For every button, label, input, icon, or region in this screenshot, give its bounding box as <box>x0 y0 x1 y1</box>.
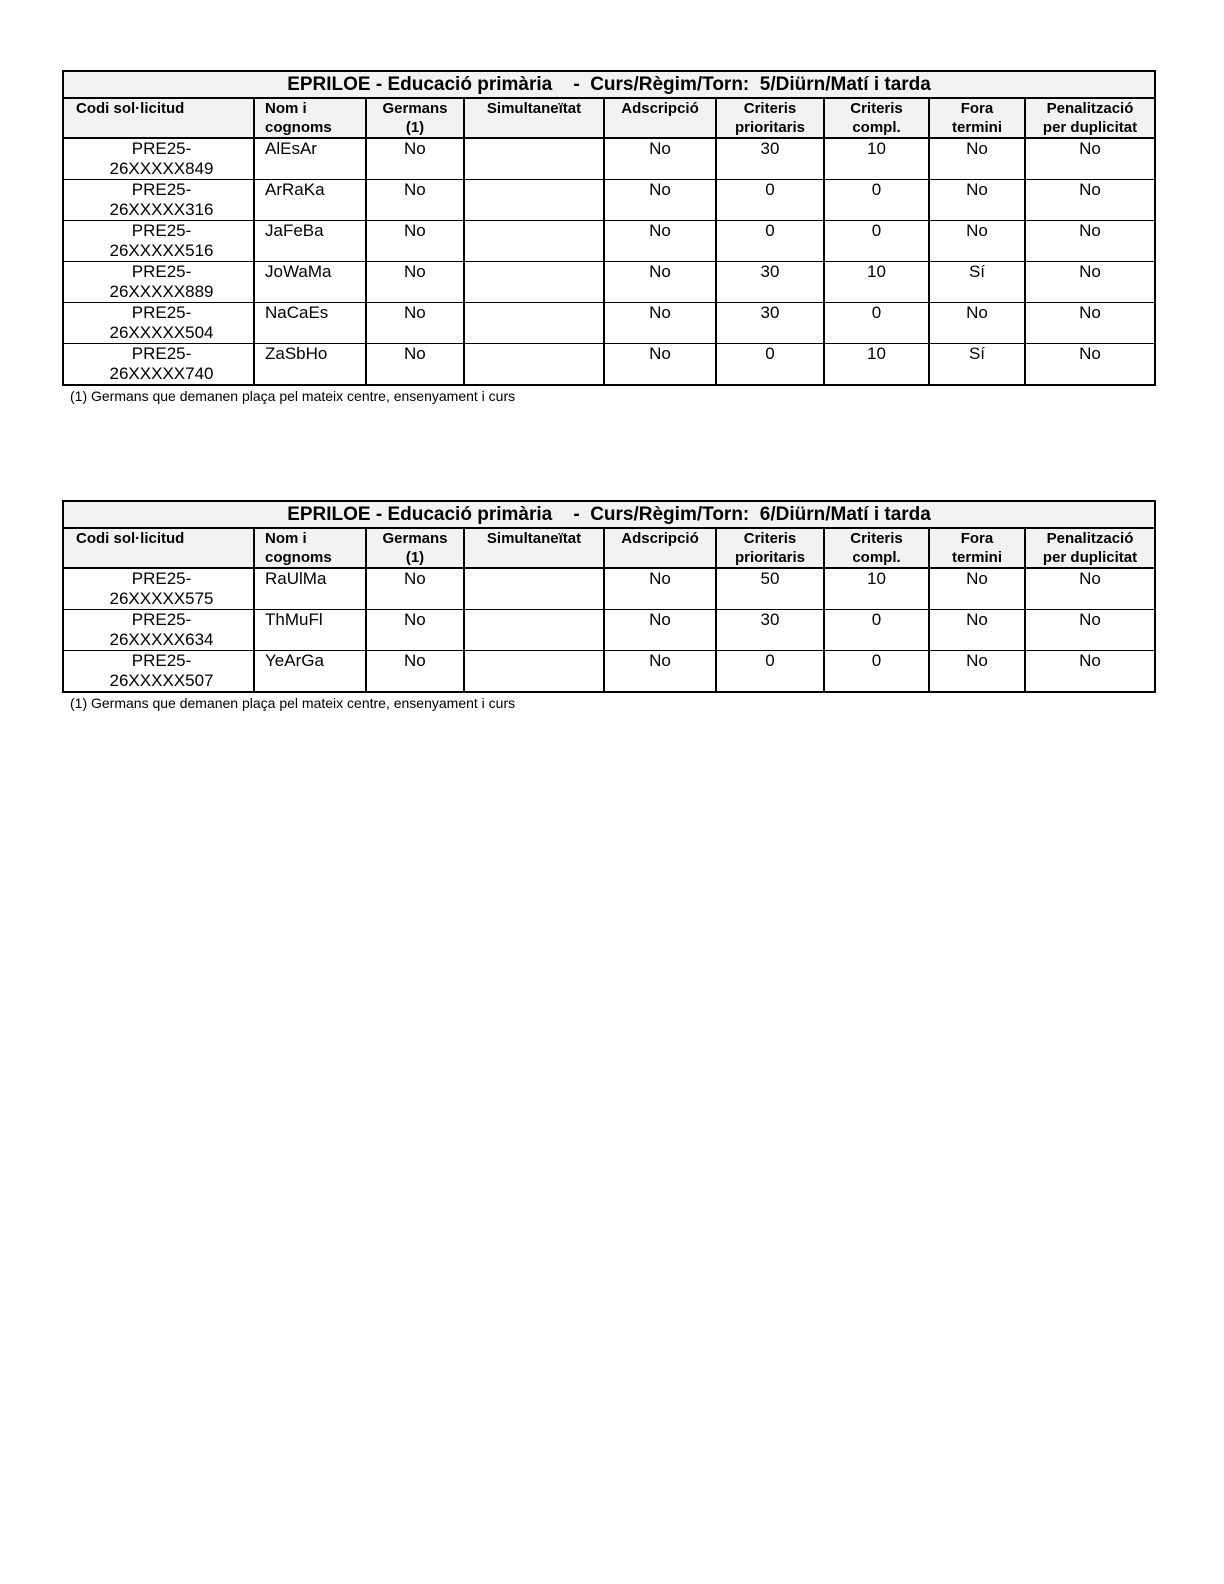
cell-germans: No <box>366 303 464 344</box>
cell-codi: PRE25- 26XXXXX316 <box>63 180 254 221</box>
cell-nom: JaFeBa <box>254 221 366 262</box>
cell-adscripcio: No <box>604 344 716 386</box>
col-header-germans: Germans (1) <box>366 98 464 138</box>
col-header-fora-termini: Fora termini <box>929 528 1025 568</box>
table-body <box>63 568 1155 692</box>
column-header-row <box>63 98 1155 138</box>
cell-fora-termini: No <box>929 610 1025 651</box>
col-header-adscripcio: Adscripció <box>604 98 716 138</box>
footnote: (1) Germans que demanen plaça pel mateix centre, ensenyament i curs <box>70 388 516 404</box>
cell-penalitzacio: No <box>1025 303 1155 344</box>
col-header-nom: Nom i cognoms <box>254 528 366 568</box>
table-row <box>63 651 1155 693</box>
cell-germans: No <box>366 180 464 221</box>
cell-codi: PRE25- 26XXXXX507 <box>63 651 254 693</box>
cell-penalitzacio: No <box>1025 651 1155 693</box>
cell-fora-termini: No <box>929 568 1025 610</box>
cell-criteris-compl: 10 <box>824 344 929 386</box>
cell-fora-termini: Sí <box>929 262 1025 303</box>
cell-fora-termini: No <box>929 180 1025 221</box>
cell-fora-termini: No <box>929 138 1025 180</box>
cell-adscripcio: No <box>604 221 716 262</box>
cell-criteris-compl: 0 <box>824 610 929 651</box>
cell-adscripcio: No <box>604 651 716 693</box>
cell-criteris-prioritaris: 30 <box>716 303 824 344</box>
table-row <box>63 138 1155 180</box>
cell-criteris-prioritaris: 30 <box>716 138 824 180</box>
col-header-nom: Nom i cognoms <box>254 98 366 138</box>
cell-germans: No <box>366 610 464 651</box>
cell-criteris-prioritaris: 30 <box>716 610 824 651</box>
col-header-criteris-compl: Criteris compl. <box>824 98 929 138</box>
cell-simultaneitat <box>464 568 604 610</box>
cell-nom: ThMuFl <box>254 610 366 651</box>
cell-germans: No <box>366 262 464 303</box>
col-header-criteris-prioritaris: Criteris prioritaris <box>716 98 824 138</box>
table-row <box>63 344 1155 386</box>
col-header-fora-termini: Fora termini <box>929 98 1025 138</box>
cell-germans: No <box>366 568 464 610</box>
cell-criteris-prioritaris: 0 <box>716 651 824 693</box>
table-row <box>63 262 1155 303</box>
cell-adscripcio: No <box>604 262 716 303</box>
cell-penalitzacio: No <box>1025 138 1155 180</box>
cell-criteris-prioritaris: 0 <box>716 221 824 262</box>
col-header-simultaneitat: Simultaneïtat <box>464 528 604 568</box>
cell-adscripcio: No <box>604 138 716 180</box>
cell-adscripcio: No <box>604 568 716 610</box>
cell-criteris-prioritaris: 30 <box>716 262 824 303</box>
cell-germans: No <box>366 138 464 180</box>
cell-criteris-compl: 10 <box>824 568 929 610</box>
cell-simultaneitat <box>464 262 604 303</box>
cell-germans: No <box>366 344 464 386</box>
cell-simultaneitat <box>464 344 604 386</box>
cell-nom: AlEsAr <box>254 138 366 180</box>
col-header-adscripcio: Adscripció <box>604 528 716 568</box>
cell-fora-termini: No <box>929 303 1025 344</box>
col-header-simultaneitat: Simultaneïtat <box>464 98 604 138</box>
cell-simultaneitat <box>464 303 604 344</box>
table-row <box>63 221 1155 262</box>
cell-penalitzacio: No <box>1025 568 1155 610</box>
cell-germans: No <box>366 221 464 262</box>
cell-nom: RaUlMa <box>254 568 366 610</box>
cell-codi: PRE25- 26XXXXX504 <box>63 303 254 344</box>
table-row <box>63 568 1155 610</box>
cell-criteris-compl: 0 <box>824 651 929 693</box>
col-header-penalitzacio: Penalització per duplicitat <box>1025 98 1155 138</box>
table-row <box>63 180 1155 221</box>
cell-penalitzacio: No <box>1025 344 1155 386</box>
col-header-germans: Germans (1) <box>366 528 464 568</box>
cell-penalitzacio: No <box>1025 180 1155 221</box>
table-body <box>63 138 1155 385</box>
cell-codi: PRE25- 26XXXXX849 <box>63 138 254 180</box>
cell-adscripcio: No <box>604 610 716 651</box>
cell-criteris-compl: 10 <box>824 138 929 180</box>
cell-penalitzacio: No <box>1025 610 1155 651</box>
cell-fora-termini: No <box>929 221 1025 262</box>
cell-criteris-compl: 10 <box>824 262 929 303</box>
column-header-row <box>63 528 1155 568</box>
cell-criteris-prioritaris: 0 <box>716 180 824 221</box>
cell-simultaneitat <box>464 610 604 651</box>
cell-codi: PRE25- 26XXXXX740 <box>63 344 254 386</box>
cell-codi: PRE25- 26XXXXX634 <box>63 610 254 651</box>
cell-fora-termini: Sí <box>929 344 1025 386</box>
cell-adscripcio: No <box>604 180 716 221</box>
cell-criteris-compl: 0 <box>824 221 929 262</box>
cell-nom: ArRaKa <box>254 180 366 221</box>
cell-criteris-compl: 0 <box>824 180 929 221</box>
cell-criteris-prioritaris: 0 <box>716 344 824 386</box>
table-title: EPRILOE - Educació primària - Curs/Règim/Torn: 5/Diürn/Matí i tarda <box>63 71 1155 98</box>
col-header-codi: Codi sol·licitud <box>63 98 254 138</box>
cell-penalitzacio: No <box>1025 221 1155 262</box>
cell-simultaneitat <box>464 138 604 180</box>
cell-simultaneitat <box>464 221 604 262</box>
cell-adscripcio: No <box>604 303 716 344</box>
cell-criteris-compl: 0 <box>824 303 929 344</box>
col-header-codi: Codi sol·licitud <box>63 528 254 568</box>
col-header-criteris-prioritaris: Criteris prioritaris <box>716 528 824 568</box>
table-row <box>63 303 1155 344</box>
table-title: EPRILOE - Educació primària - Curs/Règim/Torn: 6/Diürn/Matí i tarda <box>63 501 1155 528</box>
col-header-penalitzacio: Penalització per duplicitat <box>1025 528 1155 568</box>
admissions-table-block-5 <box>62 70 1154 405</box>
cell-fora-termini: No <box>929 651 1025 693</box>
cell-codi: PRE25- 26XXXXX575 <box>63 568 254 610</box>
admissions-table <box>62 70 1156 386</box>
cell-codi: PRE25- 26XXXXX516 <box>63 221 254 262</box>
admissions-table-block-6 <box>62 500 1154 712</box>
cell-penalitzacio: No <box>1025 262 1155 303</box>
cell-codi: PRE25- 26XXXXX889 <box>63 262 254 303</box>
cell-simultaneitat <box>464 651 604 693</box>
cell-nom: NaCaEs <box>254 303 366 344</box>
footnote: (1) Germans que demanen plaça pel mateix centre, ensenyament i curs <box>70 695 516 711</box>
cell-nom: JoWaMa <box>254 262 366 303</box>
cell-simultaneitat <box>464 180 604 221</box>
table-row <box>63 610 1155 651</box>
cell-nom: YeArGa <box>254 651 366 693</box>
cell-germans: No <box>366 651 464 693</box>
cell-nom: ZaSbHo <box>254 344 366 386</box>
col-header-criteris-compl: Criteris compl. <box>824 528 929 568</box>
cell-criteris-prioritaris: 50 <box>716 568 824 610</box>
admissions-table <box>62 500 1156 693</box>
